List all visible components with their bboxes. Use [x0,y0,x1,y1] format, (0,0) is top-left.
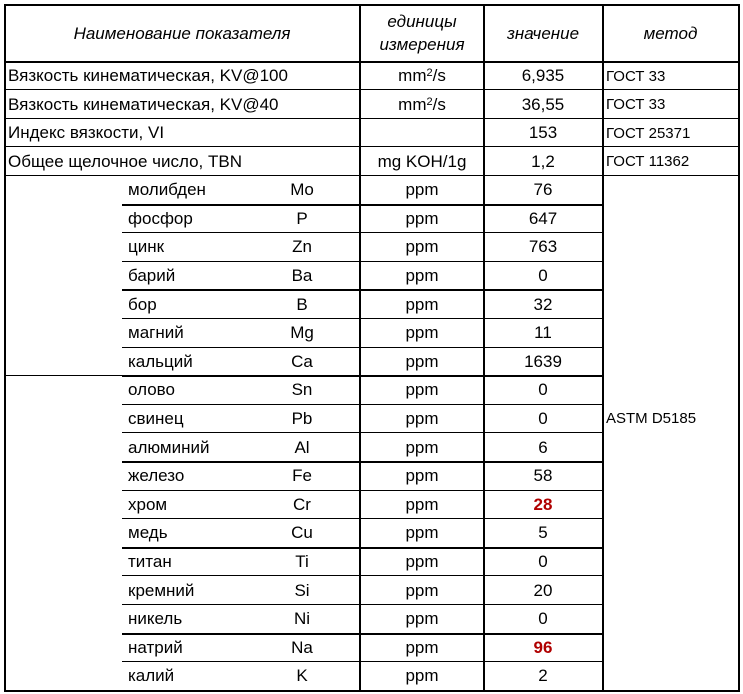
element-value: 2 [538,666,548,686]
element-unit: ppm [405,494,439,514]
element-symbol: P [296,208,308,228]
element-value: 20 [533,580,553,600]
element-value: 0 [538,266,548,286]
element-symbol: K [296,666,308,686]
element-name: калий [128,666,175,686]
grid-line [122,518,604,519]
element-value: 647 [528,208,558,228]
element-symbol: Na [291,637,313,657]
header-value: значение [506,23,580,43]
element-unit: ppm [405,351,439,371]
element-name: молибден [128,180,206,200]
element-symbol: Ti [295,552,309,572]
general-row-method: ГОСТ 33 [606,96,666,113]
element-value: 0 [538,380,548,400]
element-name: железо [128,466,185,486]
element-name: никель [128,609,183,629]
element-symbol: Ca [291,351,313,371]
element-unit: ppm [405,266,439,286]
general-row-value: 6,935 [521,66,565,85]
element-name: титан [128,552,172,572]
grid-line [122,661,604,662]
general-row-name: Общее щелочное число, TBN [8,151,243,171]
grid-line [122,232,604,233]
element-unit: ppm [405,294,439,314]
element-symbol: Si [294,580,310,600]
grid-line [122,461,604,463]
unit-sup: 2 [426,95,433,108]
unit-sup: 2 [426,67,433,79]
element-symbol: Sn [291,380,313,400]
element-unit: ppm [405,237,439,257]
element-value: 58 [533,466,553,486]
element-value: 32 [533,294,553,314]
grid-line [122,547,604,549]
element-name: хром [128,494,168,514]
grid-line [122,375,604,377]
grid-line [4,89,740,90]
element-value: 76 [533,180,553,200]
element-value: 28 [533,494,553,514]
grid-line [4,146,740,147]
general-row-name: Вязкость кинематическая, KV@100 [8,66,288,85]
element-symbol: Mo [290,180,314,200]
element-unit: ppm [405,666,439,686]
element-symbol: B [296,294,308,314]
general-row-unit [360,119,484,147]
element-name: бор [128,294,157,314]
element-unit: ppm [405,466,439,486]
grid-line [4,375,124,376]
grid-line [122,204,604,206]
grid-line [122,347,604,348]
element-value: 5 [538,523,548,543]
element-symbol: Mg [290,323,314,343]
element-unit: ppm [405,180,439,200]
general-row-name: Вязкость кинематическая, KV@40 [8,94,279,114]
element-name: медь [128,523,168,543]
unit-rest: /s [432,66,446,85]
element-unit: ppm [405,437,439,457]
element-symbol: Zn [292,237,312,257]
element-value: 0 [538,552,548,572]
element-name: алюминий [128,437,210,457]
grid-line [122,633,604,635]
header-units-line1: единицы [387,12,457,31]
grid-line [359,4,361,692]
element-unit: ppm [405,208,439,228]
element-unit: ppm [405,580,439,600]
element-name: цинк [128,237,165,257]
element-symbol: Al [294,437,310,457]
element-value: 763 [528,237,558,257]
grid-line [122,575,604,576]
element-symbol: Ba [291,266,313,286]
element-symbol: Ni [293,609,311,629]
general-row-name: Индекс вязкости, VI [8,123,165,142]
element-name: фосфор [128,208,193,228]
element-name: кремний [128,580,195,600]
header-units-line2: измерения [379,35,465,54]
element-unit: ppm [405,523,439,543]
grid-line [122,432,604,433]
element-name: магний [128,323,184,343]
element-value: 0 [538,409,548,429]
grid-line [4,690,740,692]
element-name: олово [128,380,175,400]
grid-line [738,4,740,692]
element-value: 1639 [524,351,562,371]
general-row-value: 1,2 [531,151,555,171]
general-row-unit [360,90,484,119]
grid-line [602,4,604,692]
element-value: 6 [538,437,548,457]
grid-line [4,4,6,692]
grid-line [483,4,485,692]
element-value: 0 [538,609,548,629]
element-symbol: Cr [293,494,311,514]
general-row-value: 153 [528,123,558,142]
element-value: 11 [534,323,552,343]
element-name: барий [128,266,176,286]
element-value: 96 [533,637,553,657]
grid-line [4,4,740,6]
element-unit: ppm [405,552,439,572]
grid-line [122,490,604,491]
unit-base: mm [398,66,427,85]
general-row-unit [360,62,484,90]
element-unit: ppm [405,380,439,400]
element-unit: ppm [405,409,439,429]
element-name: натрий [128,637,183,657]
unit-rest: /s [432,94,446,114]
header-name: Наименование показателя [73,23,291,43]
element-symbol: Fe [292,466,312,486]
element-unit: ppm [405,323,439,343]
grid-line [122,318,604,319]
grid-line [4,118,740,119]
general-row-method: ГОСТ 25371 [606,124,691,142]
general-row-unit: mg KOH/1g [377,151,467,171]
unit-base: mm [398,94,427,114]
element-name: свинец [128,409,184,429]
element-symbol: Cu [291,523,313,543]
elements-method: ASTM D5185 [606,409,697,427]
element-unit: ppm [405,609,439,629]
general-row-value: 36,55 [521,94,565,114]
grid-line [122,404,604,405]
grid-line [4,175,740,176]
grid-line [122,604,604,605]
grid-line [122,289,604,291]
header-method: метод [643,23,698,43]
element-symbol: Pb [291,409,313,429]
element-name: кальций [128,351,193,371]
header-units [360,4,484,62]
grid-line [4,61,740,63]
element-unit: ppm [405,637,439,657]
general-row-method: ГОСТ 11362 [606,153,690,170]
grid-line [122,261,604,262]
general-row-method: ГОСТ 33 [606,67,666,85]
